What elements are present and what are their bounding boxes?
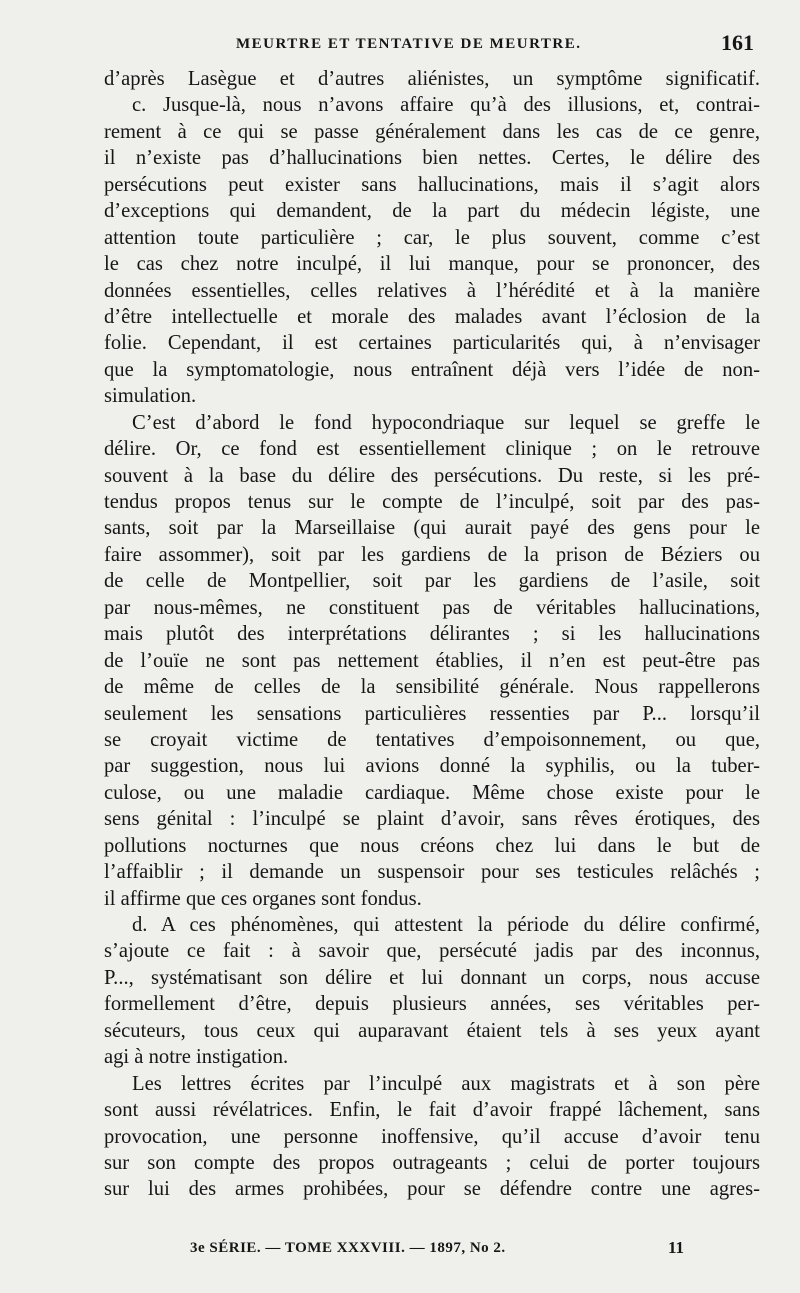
text-line: souvent à la base du délire des persécutions. Du reste, si les pré- — [104, 464, 760, 487]
text-line: folie. Cependant, il est certaines particularités qui, à n’envisager — [104, 332, 760, 355]
text-line: sur son compte des propos outrageants ; celui de porter toujours — [104, 1151, 760, 1174]
page-footer — [190, 1238, 690, 1260]
text-line: rement à ce qui se passe généralement dans les cas de ce genre, — [104, 120, 760, 143]
text-line: s’ajoute ce fait : à savoir que, persécuté jadis par des inconnus, — [104, 940, 760, 963]
text-line: formellement d’être, depuis plusieurs années, ses véritables per- — [104, 993, 760, 1016]
text-line: le cas chez notre inculpé, il lui manque, pour se prononcer, des — [104, 253, 760, 276]
text-line: que la symptomatologie, nous entraînent déjà vers l’idée de non- — [104, 358, 760, 381]
text-line: sont aussi révélatrices. Enfin, le fait d’avoir frappé lâchement, sans — [104, 1099, 760, 1122]
text-line: d’après Lasègue et d’autres aliénistes, un symptôme significatif. — [104, 68, 760, 90]
text-line: par suggestion, nous lui avions donné la syphilis, ou la tuber- — [104, 755, 760, 778]
text-line: l’affaiblir ; il demande un suspensoir pour ses testicules relâchés ; — [104, 861, 760, 884]
text-line: se croyait victime de tentatives d’empoisonnement, ou que, — [104, 728, 760, 751]
text-line: sants, soit par la Marseillaise (qui aurait payé des gens pour le — [104, 517, 760, 540]
text-line: sens génital : l’inculpé se plaint d’avoir, sans rêves érotiques, des — [104, 808, 760, 831]
text-line: sur lui des armes prohibées, pour se défendre contre une agres- — [104, 1178, 760, 1201]
text-line: C’est d’abord le fond hypocondriaque sur lequel se greffe le — [132, 411, 760, 434]
text-line: P..., systématisant son délire et lui donnant un corps, nous accuse — [104, 966, 760, 989]
text-line: il affirme que ces organes sont fondus. — [104, 887, 422, 910]
text-line: Les lettres écrites par l’inculpé aux magistrats et à son père — [132, 1072, 760, 1095]
text-line: d. A ces phénomènes, qui attestent la période du délire confirmé, — [132, 914, 760, 936]
text-line: de celle de Montpellier, soit par les gardiens de l’asile, soit — [104, 570, 760, 593]
text-line: données essentielles, celles relatives à l’hérédité et à la manière — [104, 279, 760, 302]
text-line: simulation. — [104, 385, 197, 408]
text-line: il n’existe pas d’hallucinations bien nettes. Certes, le délire des — [104, 147, 760, 170]
text-line: attention toute particulière ; car, le plus souvent, comme c’est — [104, 226, 760, 249]
series-volume-note: 3e SÉRIE. — TOME XXXVIII. — 1897, No 2. — [190, 1240, 506, 1256]
text-line: d’être intellectuelle et morale des malades avant l’éclosion de la — [104, 305, 760, 328]
text-line: tendus propos tenus sur le compte de l’inculpé, soit par des pas- — [104, 491, 760, 513]
page-number: 161 — [721, 30, 754, 55]
text-line: délire. Or, ce fond est essentiellement clinique ; on le retrouve — [104, 438, 760, 461]
body-text — [104, 66, 760, 1203]
text-line: faire assommer), soit par les gardiens de la prison de Béziers ou — [104, 543, 760, 566]
text-line: persécutions peut exister sans hallucinations, mais il s’agit alors — [104, 173, 760, 196]
text-line: sécuteurs, tous ceux qui auparavant étaient tels à ses yeux ayant — [104, 1019, 760, 1042]
text-line: mais plutôt des interprétations délirantes ; si les hallucinations — [104, 623, 760, 646]
text-line: agi à notre instigation. — [104, 1046, 289, 1069]
text-line: de l’ouïe ne sont pas nettement établies, il n’en est peut-être pas — [104, 649, 760, 672]
running-title: MEURTRE ET TENTATIVE DE MEURTRE. — [236, 36, 582, 52]
text-line: d’exceptions qui demandent, de la part du médecin légiste, une — [104, 200, 760, 223]
page-header — [104, 30, 760, 58]
text-line: de même de celles de la sensibilité générale. Nous rappellerons — [104, 676, 760, 699]
sheet-number: 11 — [668, 1238, 685, 1257]
text-line: seulement les sensations particulières ressenties par P... lorsqu’il — [104, 702, 760, 725]
text-line: pollutions nocturnes que nous créons chez lui dans le but de — [104, 834, 760, 857]
text-line: culose, ou une maladie cardiaque. Même chose existe pour le — [104, 781, 760, 804]
text-line: par nous-mêmes, ne constituent pas de véritables hallucinations, — [104, 596, 760, 619]
text-line: provocation, une personne inoffensive, qu’il accuse d’avoir tenu — [104, 1125, 760, 1148]
text-line: c. Jusque-là, nous n’avons affaire qu’à des illusions, et, contrai- — [132, 94, 760, 117]
